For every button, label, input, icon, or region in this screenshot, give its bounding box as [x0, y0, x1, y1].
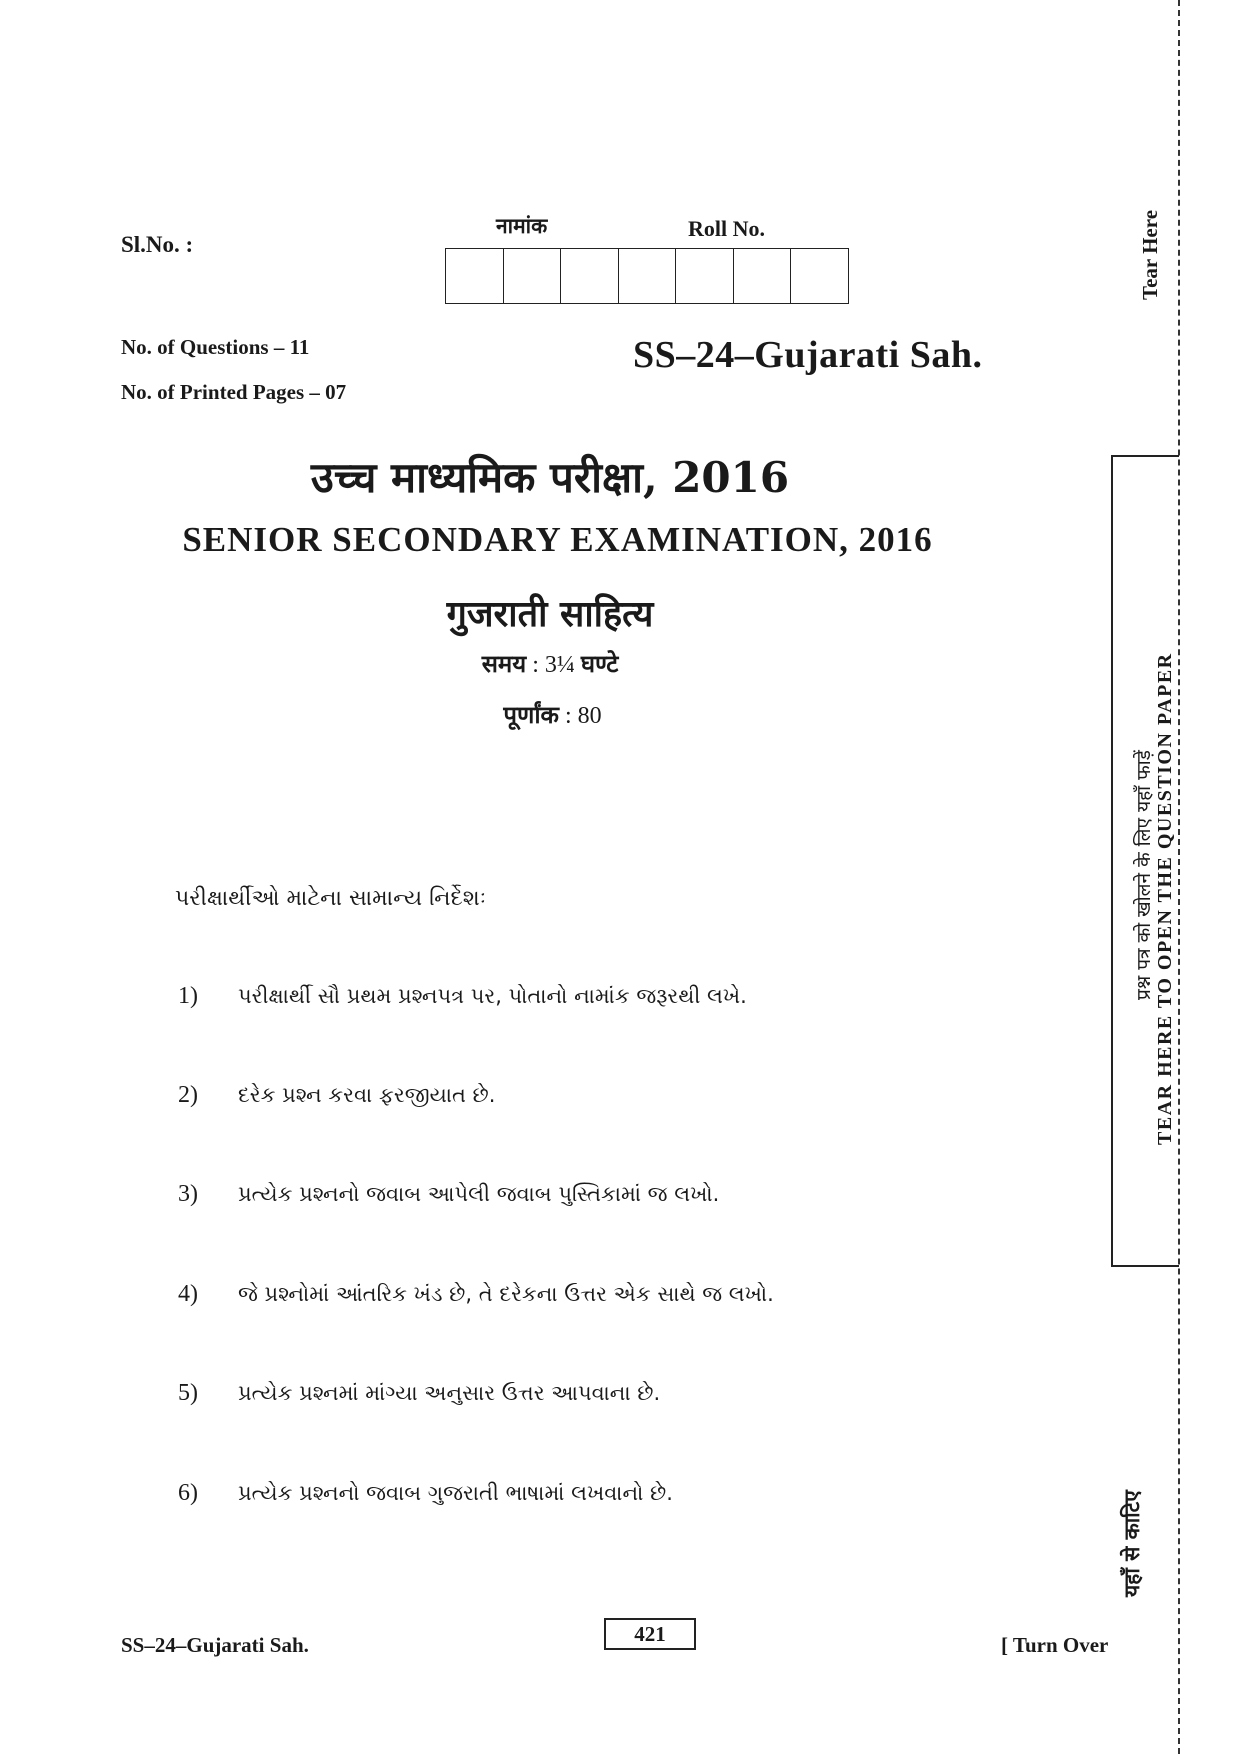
marks-label: पूर्णांक [503, 700, 559, 729]
instruction-number: 4) [178, 1281, 198, 1307]
turn-over-label: [ Turn Over [1001, 1633, 1109, 1657]
roll-digit-box[interactable] [733, 248, 791, 304]
maximum-marks [0, 698, 1105, 731]
roll-number-label-english: Roll No. [688, 216, 765, 241]
instructions-heading: પરીક્ષાર્થીઓ માટેના સામાન્ય નિર્દેશઃ [175, 886, 487, 911]
marks-value: : 80 [558, 703, 602, 729]
roll-digit-box[interactable] [503, 248, 561, 304]
time-allowed [0, 647, 1100, 680]
instruction-item [178, 1281, 774, 1308]
instruction-number: 5) [178, 1380, 198, 1406]
page-number-box: 421 [604, 1618, 696, 1650]
instruction-text: પ્રત્યેક પ્રશ્નનો જવાબ આપેલી જવાબ પુસ્તિકામાં જ લખો. [238, 1182, 720, 1206]
instruction-item [178, 983, 747, 1010]
tear-instruction-hindi: प्रश्न पत्र को खोलने के लिए यहाँ फाड़ें [1133, 750, 1155, 1000]
instruction-item [178, 1480, 673, 1507]
roll-number-boxes [445, 248, 849, 304]
roll-digit-box[interactable] [790, 248, 849, 304]
cut-here-label: यहाँ से काटिए [1119, 1490, 1144, 1597]
exam-title-english: SENIOR SECONDARY EXAMINATION, 2016 [182, 520, 933, 559]
roll-digit-box[interactable] [445, 248, 503, 304]
instruction-text: પરીક્ષાર્થી સૌ પ્રથમ પ્રશ્નપત્ર પર, પોતાનો નામાંક જરૂરથી લખે. [238, 984, 747, 1008]
instruction-item [178, 1181, 719, 1208]
paper-code: SS–24–Gujarati Sah. [633, 334, 983, 376]
time-value: : 3¼ [526, 652, 581, 678]
instruction-text: પ્રત્યેક પ્રશ્નમાં માંગ્યા અનુસાર ઉત્તર આપવાના છે. [238, 1381, 661, 1405]
roll-number-label-hindi: नामांक [496, 214, 548, 238]
exam-title-hindi: उच्च माध्यमिक परीक्षा, 2016 [310, 453, 790, 502]
roll-digit-box[interactable] [675, 248, 733, 304]
instruction-text: જે પ્રશ્નોમાં આંતરિક ખંડ છે, તે દરેકના ઉત્તર એક સાથે જ લખો. [238, 1282, 774, 1306]
serial-number-label: Sl.No. : [121, 232, 194, 257]
subject-title: गुजराती साहित्य [446, 593, 654, 635]
roll-digit-box[interactable] [560, 248, 618, 304]
time-unit: घण्टे [580, 649, 619, 678]
instruction-number: 3) [178, 1181, 198, 1207]
instruction-number: 2) [178, 1082, 198, 1108]
roll-digit-box[interactable] [618, 248, 676, 304]
tear-here-label: Tear Here [1138, 209, 1162, 300]
instruction-text: પ્રત્યેક પ્રશ્નનો જવાબ ગુજરાતી ભાષામાં લખવાનો છે. [238, 1481, 673, 1505]
footer-paper-code: SS–24–Gujarati Sah. [121, 1633, 309, 1657]
instruction-text: દરેક પ્રશ્ન કરવા ફરજીયાત છે. [238, 1083, 496, 1107]
instruction-number: 1) [178, 983, 198, 1009]
instruction-item [178, 1380, 660, 1407]
number-of-questions: No. of Questions – 11 [121, 335, 310, 359]
instruction-item [178, 1082, 495, 1109]
instruction-number: 6) [178, 1480, 198, 1506]
number-of-printed-pages: No. of Printed Pages – 07 [121, 380, 347, 404]
time-label: समय [481, 649, 527, 678]
tear-instruction-english: TEAR HERE TO OPEN THE QUESTION PAPER [1154, 652, 1176, 1145]
